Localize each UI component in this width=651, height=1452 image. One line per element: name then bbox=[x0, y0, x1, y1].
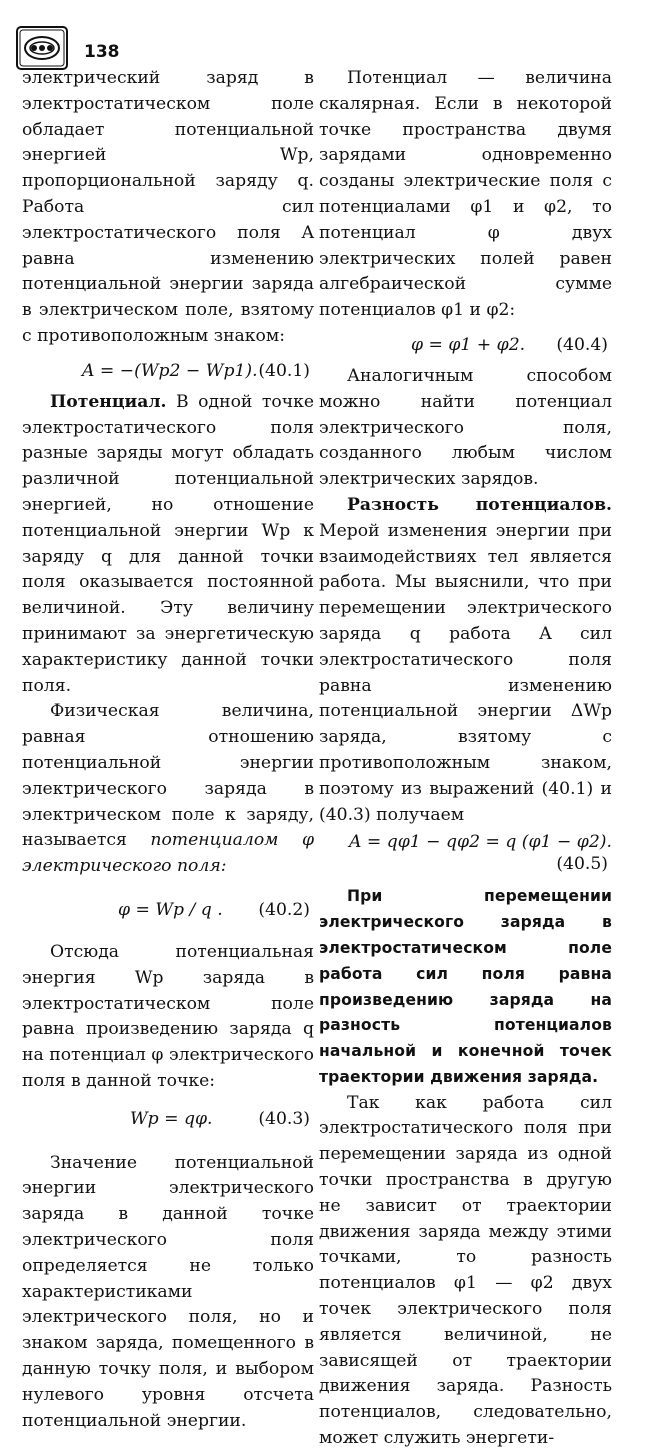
right-paragraph-3 bbox=[319, 493, 612, 828]
formula-40-4 bbox=[319, 324, 612, 364]
potential-definition-term: потенциалом φ электрического поля: bbox=[22, 830, 315, 877]
formula-40-5-expression: A = qφ1 − qφ2 = q (φ1 − φ2). bbox=[349, 832, 612, 853]
formula-40-3 bbox=[22, 1095, 314, 1143]
left-paragraph-3 bbox=[22, 699, 314, 880]
formula-40-3-number: (40.3) bbox=[258, 1108, 310, 1129]
left-paragraph-2-text: В одной точке электростатического поля разные заряды могут обладать различной потенциальной энергией, но отношение потенциальной энергии Wp к заряду q для данной точки поля оказывается постоянной величиной. Эту величину принимают за энергетическую характеристику данной точки поля. bbox=[22, 391, 314, 696]
right-paragraph-2: Аналогичным способом можно найти потенциал электрического поля, созданного любым числом электрических зарядов. bbox=[319, 365, 612, 490]
formula-40-1 bbox=[22, 350, 314, 390]
rule-statement: При перемещении электрического заряда в электростатическом поле работа сил поля равна произведению заряда на разность потенциалов начальной и конечной точек траектории движения заряда. bbox=[319, 887, 612, 1086]
formula-40-2 bbox=[22, 880, 314, 940]
left-paragraph-2 bbox=[22, 390, 314, 700]
formula-40-2-expression: φ = Wp / q . bbox=[118, 899, 223, 920]
formula-40-3-expression: Wp = qφ. bbox=[130, 1108, 213, 1129]
heading-potential: Потенциал. bbox=[50, 391, 167, 412]
formula-40-2-number: (40.2) bbox=[258, 899, 310, 920]
page-number: 138 bbox=[84, 42, 120, 62]
formula-40-4-expression: φ = φ1 + φ2. bbox=[411, 334, 526, 355]
right-paragraph-3-text: Мерой изменения энергии при взаимодействиях тел является работа. Мы выяснили, что при перемещении электрического заряда q работа A сил электростатического поля равна изменению потенциальной энергии ΔWp заряда, взятому с противоположным знаком, поэтому из выражений (40.1) и (40.3) получаем bbox=[319, 520, 612, 825]
section-logo-icon bbox=[16, 26, 68, 70]
formula-40-1-number: (40.1) bbox=[258, 360, 310, 381]
right-column bbox=[319, 66, 612, 1452]
left-paragraph-3-text: Физическая величина, равная отношению потенциальной энергии электрического заряда в электрическом поле к заряду, называется bbox=[22, 701, 314, 851]
formula-40-1-expression: A = −(Wp2 − Wp1). bbox=[82, 360, 258, 381]
formula-40-5-number: (40.5) bbox=[556, 854, 608, 875]
right-paragraph-1: Потенциал — величина скалярная. Если в некоторой точке пространства двумя зарядами одновременно созданы электрические поля с потенциалами φ1 и φ2, то потенциал φ двух электрических полей равен алгебраической сумме потенциалов φ1 и φ2: bbox=[319, 68, 612, 321]
formula-40-4-number: (40.4) bbox=[556, 334, 608, 355]
left-paragraph-4: Отсюда потенциальная энергия Wp заряда в электростатическом поле равна произведению заряда q на потенциал φ электрического поля в данной точке: bbox=[22, 941, 314, 1091]
formula-40-5 bbox=[319, 828, 612, 880]
left-paragraph-5: Значение потенциальной энергии электрического заряда в данной точке электрического поля определяется не только характеристиками электрического поля, но и знаком заряда, помещенного в данную точку поля, и выбором нулевого уровня отсчета потенциальной энергии. bbox=[22, 1152, 314, 1431]
left-column bbox=[22, 66, 314, 1434]
right-paragraph-5: Так как работа сил электростатического поля при перемещении заряда из одной точки пространства в другую не зависит от траектории движения заряда между этими точками, то разность потенциалов φ1 — φ2 двух точек электрического поля является величиной, не зависящей от траектории движения заряда. Разность потенциалов, следовательно, может служить энергети- bbox=[319, 1092, 612, 1449]
left-paragraph-1: электрический заряд в электростатическом поле обладает потенциальной энергией Wp, пропорциональной заряду q. Работа сил электростатического поля A равна изменению потенциальной энергии заряда в электрическом поле, взятому с противоположным знаком: bbox=[22, 68, 314, 346]
heading-potential-difference: Разность потенциалов. bbox=[347, 494, 612, 515]
